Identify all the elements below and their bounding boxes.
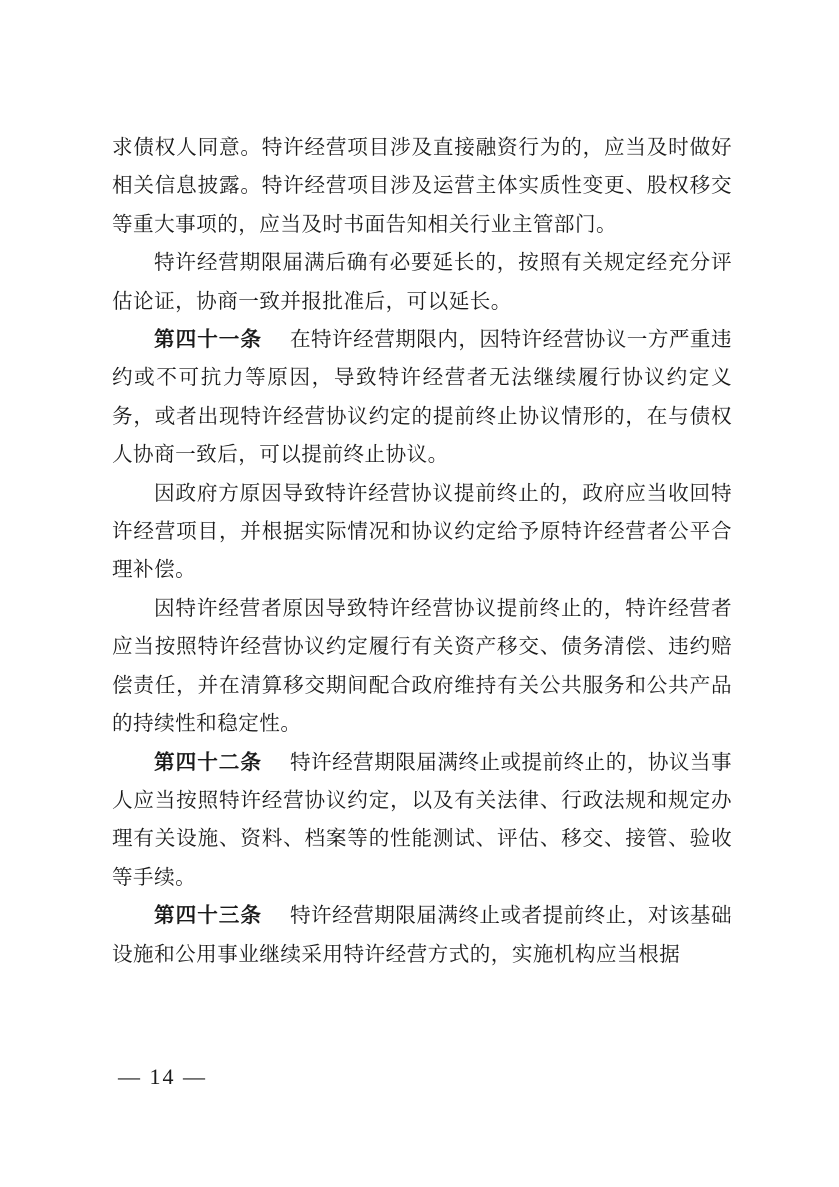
- paragraph-text: 求债权人同意。特许经营项目涉及直接融资行为的，应当及时做好相关信息披露。特许经营项目涉及运营主体实质性变更、股权移交等重大事项的，应当及时书面告知相关行业主管部门。: [112, 135, 732, 236]
- paragraph-government-termination: [112, 474, 732, 589]
- paragraph-continuation: [112, 128, 732, 243]
- paragraph-text: 因政府方原因导致特许经营协议提前终止的，政府应当收回特许经营项目，并根据实际情况和协议约定给予原特许经营者公平合理补偿。: [112, 480, 732, 582]
- paragraph-text: 因特许经营者原因导致特许经营协议提前终止的，特许经营者应当按照特许经营协议约定履行有关资产移交、债务清偿、违约赔偿责任，并在清算移交期间配合政府维持有关公共服务和公共产品的持续性和稳定性。: [112, 595, 732, 736]
- page-number: — 14 —: [118, 1064, 207, 1089]
- article-number: 第四十二条: [154, 749, 262, 774]
- article-number: 第四十一条: [154, 327, 262, 352]
- document-body: [112, 128, 732, 973]
- paragraph-concessionaire-termination: [112, 589, 732, 743]
- paragraph-text: 特许经营期限届满终止或者提前终止，对该基础设施和公用事业继续采用特许经营方式的，实施机构应当根据: [112, 903, 733, 966]
- article-42: [112, 743, 732, 897]
- article-43: [112, 896, 732, 973]
- paragraph-text: 特许经营期限届满终止或提前终止的，协议当事人应当按照特许经营协议约定，以及有关法律、行政法规和规定办理有关设施、资料、档案等的性能测试、评估、移交、接管、验收等手续。: [112, 749, 733, 889]
- article-41: [112, 320, 732, 474]
- article-number: 第四十三条: [154, 903, 262, 928]
- paragraph-text: 在特许经营期限内，因特许经营协议一方严重违约或不可抗力等原因，导致特许经营者无法继续履行协议约定义务，或者出现特许经营协议约定的提前终止协议情形的，在与债权人协商一致后，可以提前终止协议。: [112, 327, 733, 467]
- paragraph-extension: [112, 243, 732, 320]
- paragraph-text: 特许经营期限届满后确有必要延长的，按照有关规定经充分评估论证，协商一致并报批准后，可以延长。: [112, 250, 732, 313]
